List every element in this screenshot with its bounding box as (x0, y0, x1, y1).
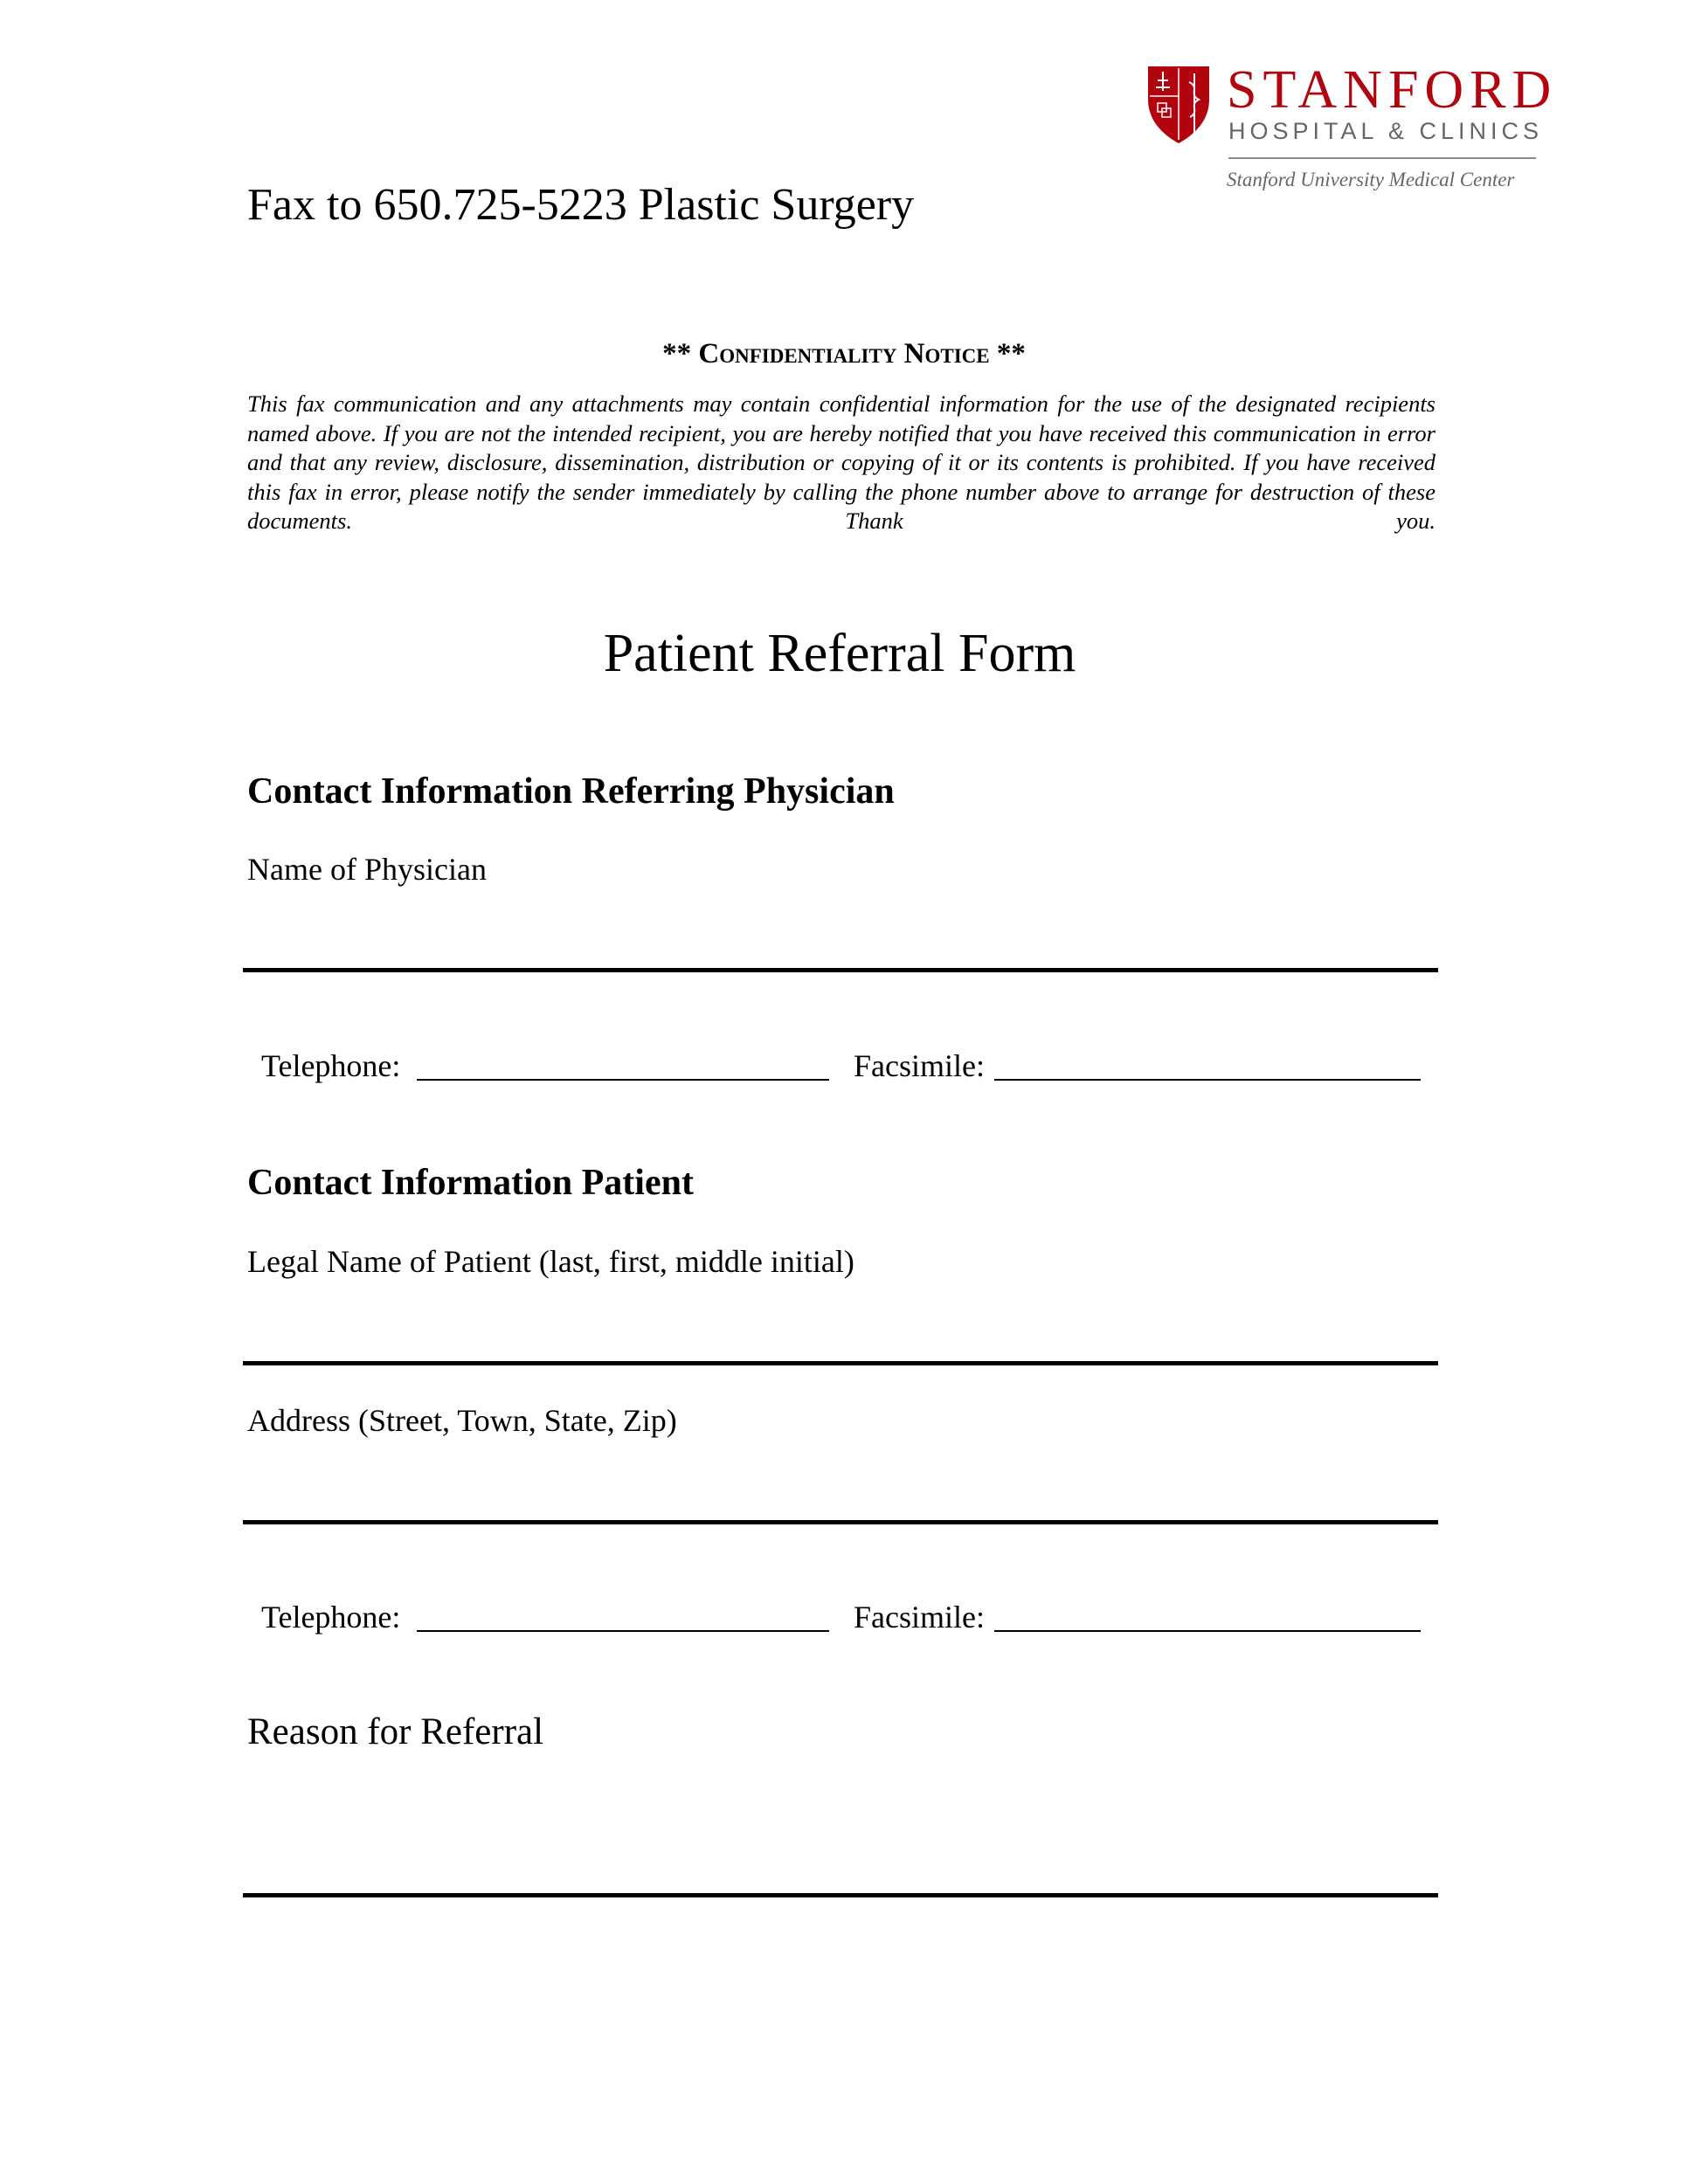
reason-label: Reason for Referral (247, 1711, 544, 1752)
patient-name-label: Legal Name of Patient (last, first, middle initial) (247, 1244, 854, 1279)
physician-telephone-field[interactable] (417, 1079, 829, 1081)
physician-facsimile-label: Facsimile: (854, 1048, 985, 1083)
logo-wordmark: STANFORD (1227, 60, 1558, 120)
patient-address-label: Address (Street, Town, State, Zip) (247, 1403, 677, 1438)
confidentiality-title: ** Confidentiality Notice ** (662, 338, 1026, 370)
patient-telephone-label: Telephone: (261, 1600, 401, 1635)
physician-facsimile-field[interactable] (994, 1079, 1421, 1081)
form-title: Patient Referral Form (603, 624, 1076, 683)
patient-facsimile-label: Facsimile: (854, 1600, 985, 1635)
patient-contact-row (261, 1598, 1432, 1641)
patient-name-field[interactable] (243, 1361, 1438, 1365)
fax-header: Fax to 650.725-5223 Plastic Surgery (247, 180, 915, 230)
patient-heading: Contact Information Patient (247, 1163, 694, 1203)
physician-name-label: Name of Physician (247, 852, 487, 887)
shield-icon (1146, 65, 1211, 145)
patient-telephone-field[interactable] (417, 1630, 829, 1632)
reason-field[interactable] (243, 1893, 1438, 1897)
physician-heading: Contact Information Referring Physician (247, 771, 895, 812)
logo-subtitle: HOSPITAL & CLINICS (1228, 118, 1544, 144)
stanford-logo (1146, 59, 1558, 199)
physician-name-field[interactable] (243, 968, 1438, 972)
confidentiality-body: This fax communication and any attachments may contain confidential information for the use of the designated recipients named above. If you are not the intended recipient, you are hereby notified that you have received this communication in error and that any review, disclosure, dissemination, distribution or copying of it or its contents is prohibited. If you have received this fax in error, please notify the sender immediately by calling the phone number above to arrange for destruction of these documents. Thank you. (247, 390, 1435, 534)
physician-telephone-label: Telephone: (261, 1048, 401, 1083)
physician-contact-row (261, 1047, 1432, 1090)
logo-tagline: Stanford University Medical Center (1227, 169, 1515, 190)
patient-facsimile-field[interactable] (994, 1630, 1421, 1632)
logo-divider (1228, 157, 1536, 159)
patient-address-field[interactable] (243, 1520, 1438, 1524)
